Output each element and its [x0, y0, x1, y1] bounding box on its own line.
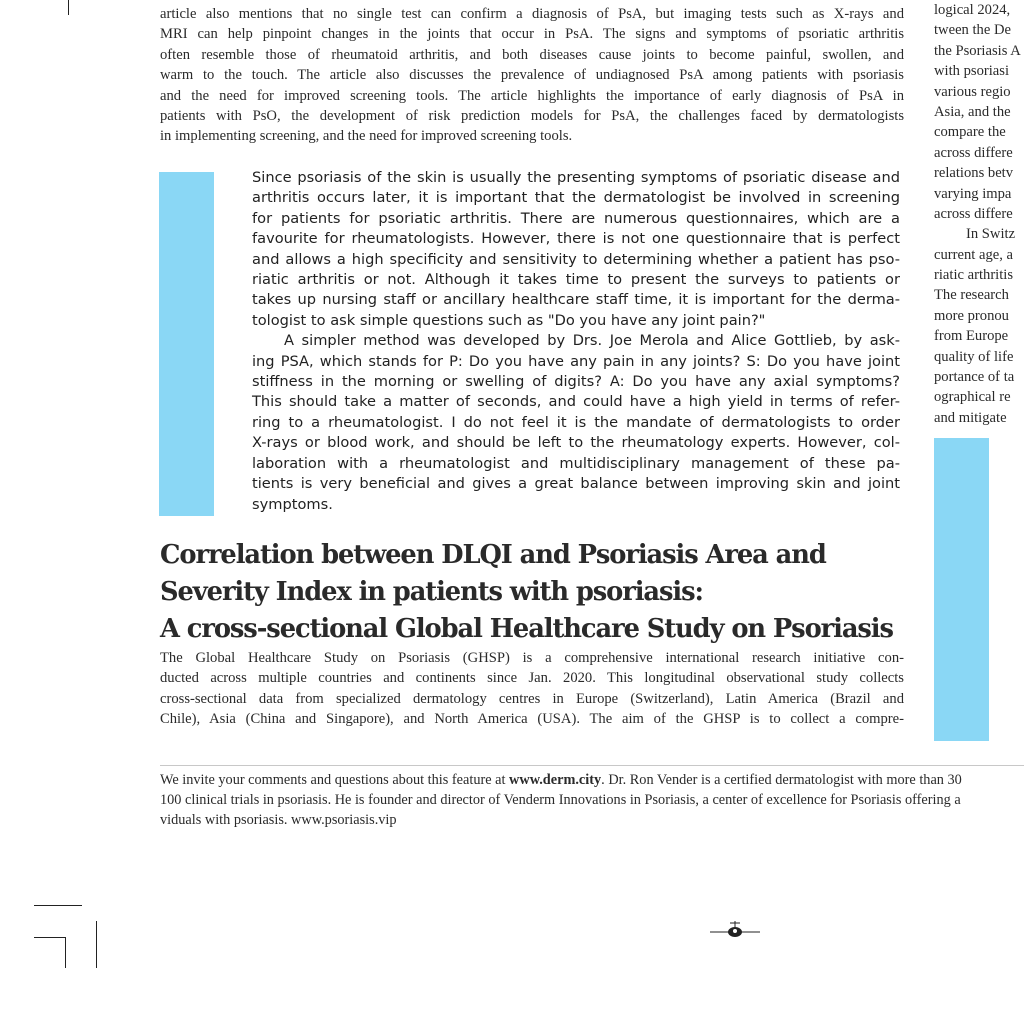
intro-line: warm to the touch. The article also discusses the prevalence of undiagnosed PsA among patients with psoriasis	[160, 67, 904, 84]
right-column-line: relations betv	[934, 165, 1014, 182]
commentary-line: A simpler method was developed by Drs. Joe Merola and Alice Gottlieb, by ask-	[284, 332, 900, 350]
right-column-line: tween the De	[934, 22, 1011, 39]
footer-line-1	[160, 770, 962, 790]
right-column-line: various regio	[934, 83, 1011, 100]
right-column-line: and mitigate	[934, 409, 1007, 426]
section-body-line: Chile), Asia (China and Singapore), and North America (USA). The aim of the GHSP is to collect a compre-	[160, 711, 904, 728]
right-column	[934, 0, 1024, 428]
section-body	[160, 648, 904, 730]
right-column-line: varying impa	[934, 185, 1012, 202]
section-heading	[160, 536, 893, 647]
commentary-line: takes up nursing staff or ancillary healthcare staff time, it is important for the derma-	[252, 291, 900, 309]
intro-line: often resemble those of rheumatoid arthritis, and both diseases cause joints to become painful, swollen, and	[160, 46, 904, 63]
right-column-accent-bar	[934, 438, 989, 741]
commentary-line: and allows a high specificity and sensitivity to determining whether a patient has pso-	[252, 250, 900, 268]
intro-line: article also mentions that no single test can confirm a diagnosis of PsA, but imaging tests such as X-rays and	[160, 6, 904, 22]
heading-line: Severity Index in patients with psoriasis:	[160, 576, 703, 607]
crop-mark-bottom-left-h1	[34, 905, 82, 906]
right-column-line: logical 2024,	[934, 2, 1011, 18]
commentary-line: ring to a rheumatologist. I do not feel it is the mandate of dermatologists to order	[252, 413, 900, 431]
right-column-line: across differe	[934, 205, 1013, 222]
right-column-line: current age, a	[934, 246, 1013, 263]
right-column-line: The research	[934, 287, 1009, 304]
commentary-line: This should take a matter of seconds, and could have a high yield in terms of refer-	[252, 393, 900, 411]
commentary-line: arthritis occurs later, it is important that the dermatologist be involved in screening	[252, 189, 900, 207]
commentary-line: symptoms.	[252, 495, 333, 513]
section-body-line: cross-sectional data from specialized dermatology centres in Europe (Switzerland), Latin America (Brazil and	[160, 690, 904, 707]
right-column-line: In Switz	[966, 226, 1016, 243]
heading-line: Correlation between DLQI and Psoriasis Area and	[160, 539, 826, 570]
right-column-line: from Europe	[934, 328, 1009, 345]
footer-line-1-text: We invite your comments and questions about this feature at	[160, 772, 510, 788]
right-column-line: with psoriasi	[934, 63, 1009, 80]
commentary-line: tologist to ask simple questions such as "Do you have any joint pain?"	[252, 311, 766, 329]
footer-divider	[160, 765, 1024, 766]
crop-mark-bottom-left-v2	[96, 921, 97, 968]
commentary-accent-bar	[159, 172, 214, 516]
footer-link[interactable]: www.derm.city	[509, 772, 602, 788]
intro-paragraph	[160, 4, 904, 147]
right-column-line: ographical re	[934, 389, 1011, 406]
section-body-line: The Global Healthcare Study on Psoriasis (GHSP) is a comprehensive international research initiative con-	[160, 650, 904, 666]
footer-line-2: 100 clinical trials in psoriasis. He is founder and director of Venderm Innovations in Psoriasis, a center of excellence for Psoriasis offering a	[160, 792, 961, 808]
right-column-line: across differe	[934, 144, 1013, 161]
commentary-line: ing PSA, which stands for P: Do you have any pain in any joints? S: Do you have joint	[252, 352, 900, 370]
commentary-line: tients is very beneficial and gives a great balance between improving skin and joint	[252, 475, 900, 493]
right-column-line: quality of life	[934, 348, 1014, 365]
right-column-line: riatic arthritis	[934, 267, 1014, 284]
intro-line: MRI can help pinpoint changes in the joints that occur in PsA. The signs and symptoms of psoriatic arthritis	[160, 26, 904, 43]
intro-line: and the need for improved screening tools. The article highlights the importance of early diagnosis of PsA in	[160, 87, 904, 104]
intro-line: patients with PsO, the development of risk prediction models for PsA, the challenges faced by dermatologists	[160, 108, 904, 125]
commentary-line: riatic arthritis or not. Although it takes time to present the surveys to patients or	[252, 271, 900, 289]
footer-line-1-tail: . Dr. Ron Vender is a certified dermatologist with more than 30	[601, 772, 962, 788]
footer-line-3: viduals with psoriasis. www.psoriasis.vip	[160, 812, 397, 828]
commentary-line: for patients for psoriatic arthritis. There are numerous questionnaires, which are a	[252, 209, 900, 227]
crop-mark-bottom-left-v1	[65, 937, 66, 968]
right-column-line: Asia, and the	[934, 103, 1011, 120]
commentary-line: favourite for rheumatologists. However, there is not one questionnaire that is perfect	[252, 230, 900, 248]
section-body-line: ducted across multiple countries and continents since Jan. 2020. This longitudinal observational study collects	[160, 670, 904, 687]
right-column-line: the Psoriasis A	[934, 42, 1021, 59]
airplane-ornament-icon	[710, 918, 760, 942]
commentary-line: X-rays or blood work, and should be left to the rheumatology experts. However, col-	[252, 434, 900, 452]
right-column-line: more pronou	[934, 307, 1009, 324]
right-column-line: portance of ta	[934, 369, 1015, 386]
footer-note	[160, 770, 962, 830]
commentary-text	[252, 168, 900, 515]
commentary-line: Since psoriasis of the skin is usually the presenting symptoms of psoriatic disease and	[252, 169, 900, 186]
crop-mark-bottom-left-h2	[34, 937, 66, 938]
commentary-line: laboration with a rheumatologist and multidisciplinary management of these pa-	[252, 454, 900, 472]
intro-line: in implementing screening, and the need for improved screening tools.	[160, 128, 573, 145]
crop-mark-top-left	[68, 0, 69, 15]
commentary-line: stiffness in the morning or swelling of digits? A: Do you have any axial symptoms?	[252, 373, 900, 391]
right-column-line: compare the	[934, 124, 1006, 141]
heading-line: A cross-sectional Global Healthcare Study on Psoriasis	[160, 613, 893, 644]
